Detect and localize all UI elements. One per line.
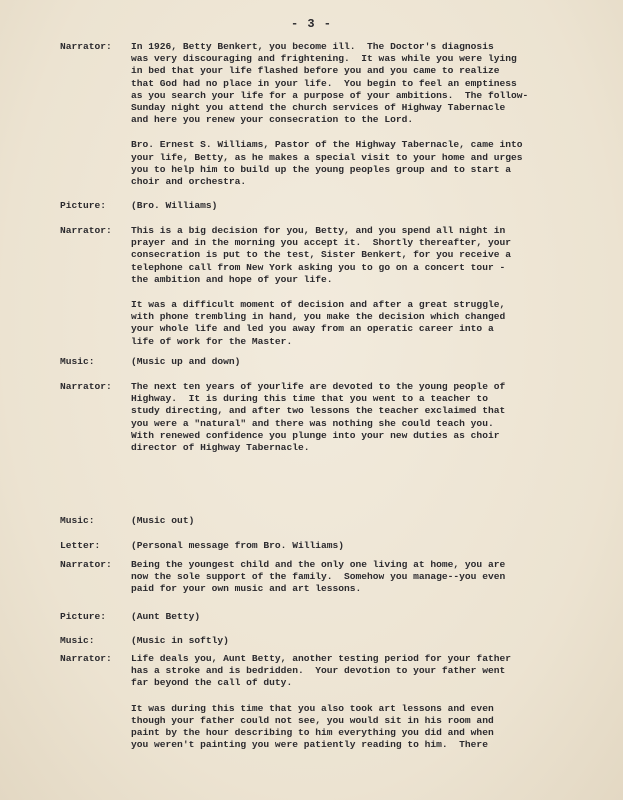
speaker-label: Narrator: — [60, 559, 112, 570]
script-paragraph: It was a difficult moment of decision and after a great struggle, with phone trembling in hand, you make the decision which changed your whole life and led you away from an operatic career into a life of work for the Master. — [131, 299, 506, 347]
speaker-label: Music: — [60, 515, 95, 526]
script-entry — [0, 225, 623, 348]
script-paragraph: The next ten years of yourlife are devoted to the young people of Highway. It is during this time that you went to a teacher to study directing, and after two lessons the teacher exclaimed that you were a "natural" and there was nothing she could teach you. With renewed confidence you plunge into your new duties as choir director of Highway Tabernacle. — [131, 381, 506, 454]
script-paragraph: It was during this time that you also took art lessons and even though your father could not see, you would sit in his room and paint by the hour describing to him everything you did and when you weren't painting you were patiently reading to him. There — [131, 702, 494, 751]
script-paragraph: This is a big decision for you, Betty, and you spend all night in prayer and in the morning you accept it. Shortly thereafter, your consecration is put to the test, Sister Benkert, for you receive a telephone call from New York asking you to go on a concert tour - the ambition and hope of your life. — [131, 225, 511, 285]
script-paragraph: (Personal message from Bro. Williams) — [131, 540, 345, 551]
script-paragraph: Life deals you, Aunt Betty, another testing period for your father has a stroke and is bedridden. Your devotion to your father went far beyond the call of duty. — [131, 653, 511, 689]
script-entry — [0, 356, 623, 368]
script-paragraph: Bro. Ernest S. Williams, Pastor of the Highway Tabernacle, came into your life, Betty, as he makes a special visit to your home and urges you to help him to build up the young peoples group and to start a choir and orchestra. — [131, 139, 523, 188]
script-entry — [0, 540, 623, 552]
script-entry — [0, 200, 623, 212]
script-paragraph: Being the youngest child and the only one living at home, you are now the sole support of the family. Somehow you manage--you even paid for your own music and art lessons. — [131, 559, 506, 595]
script-paragraph: (Music in softly) — [131, 635, 229, 646]
speaker-label: Letter: — [60, 540, 101, 551]
script-entry — [0, 635, 623, 647]
speaker-label: Narrator: — [60, 41, 112, 52]
speaker-label: Picture: — [60, 611, 107, 622]
script-entry — [0, 559, 623, 596]
speaker-label: Narrator: — [60, 225, 112, 236]
script-paragraph: (Music out) — [131, 515, 195, 526]
script-entry — [0, 611, 623, 623]
script-entry — [0, 381, 623, 454]
speaker-label: Picture: — [60, 200, 107, 211]
speaker-label: Narrator: — [60, 653, 112, 664]
script-paragraph: (Bro. Williams) — [131, 200, 218, 211]
speaker-label: Narrator: — [60, 381, 112, 392]
speaker-label: Music: — [60, 356, 95, 367]
script-paragraph: (Aunt Betty) — [131, 611, 201, 622]
speaker-label: Music: — [60, 635, 95, 646]
script-entry — [0, 41, 623, 188]
script-entry — [0, 653, 623, 751]
script-entry — [0, 515, 623, 527]
script-paragraph: In 1926, Betty Benkert, you become ill. The Doctor's diagnosis was very discouraging and frightening. It was while you were lying in bed that your life flashed before you and you came to realize that God had no place in your life. You begin to feel an emptiness as you search your life for a purpose of your ambitions. The follow- Sunday night you attend the church services of Highway Tabernacle and here you renew your consecration to the Lord. — [131, 41, 529, 126]
page-number: - 3 - — [290, 17, 332, 31]
script-paragraph: (Music up and down) — [131, 356, 241, 367]
